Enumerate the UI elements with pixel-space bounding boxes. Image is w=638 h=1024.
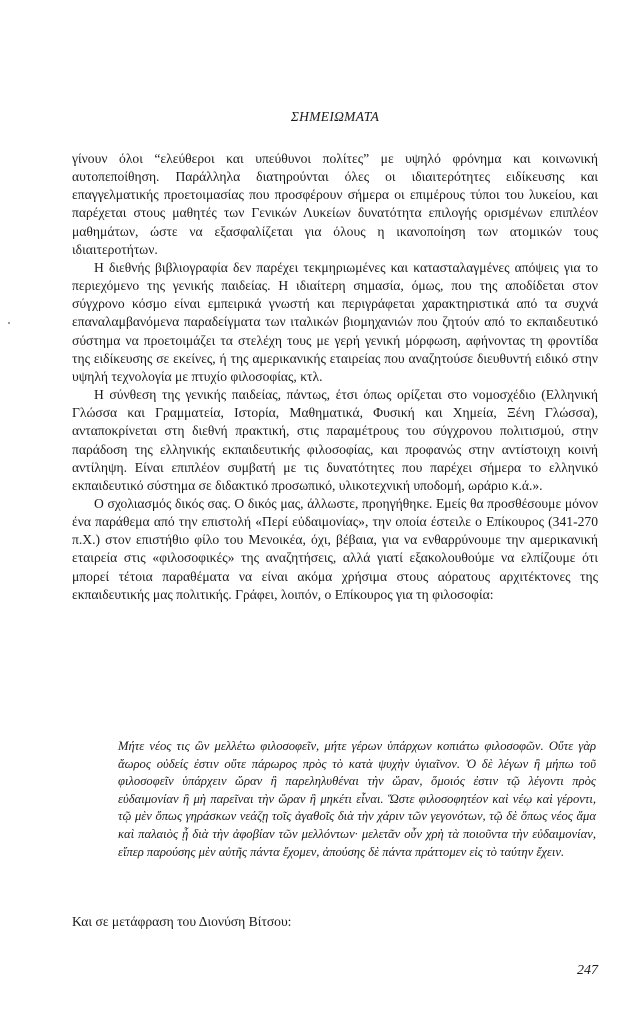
epicurus-quote: Μήτε νέος τις ὢν μελλέτω φιλοσοφεῖν, μήτε γέρων ὑπάρχων κοπιάτω φιλοσοφῶν. Οὔτε γὰρ ἄωρος οὐδείς ἐστιν οὔτε πάρωρος πρὸς τὸ κατὰ ψυχὴν ὑγιαῖνον. Ὁ δὲ λέγων ἢ μήπω τοῦ φιλοσοφεῖν ὑπάρχειν ὥραν ἢ παρεληλυθέναι τὴν ὥραν, ὅμοιός ἐστιν τῷ λέγοντι πρὸς εὐδαιμονίαν ἢ μὴ παρεῖναι τὴν ὥραν ἢ μηκέτι εἶναι. Ὥστε φιλοσοφητέον καὶ νέῳ καὶ γέροντι, τῷ μὲν ὅπως γηράσκων νεάζῃ τοῖς ἀγαθοῖς διὰ τὴν χάριν τῶν γεγονότων, τῷ δὲ ὅπως νέος ἅμα καὶ παλαιὸς ᾖ διὰ τὴν ἀφοβίαν τῶν μελλόντων· μελετᾶν οὖν χρὴ τὰ ποιοῦντα τὴν εὐδαιμονίαν, εἴπερ παρούσης μὲν αὐτῆς πάντα ἔχομεν, ἀπούσης δὲ πάντα πράττομεν εἰς τὸ ταύτην ἔχειν. bbox=[118, 739, 596, 859]
paragraph-1: γίνουν όλοι “ελεύθεροι και υπεύθυνοι πολίτες” με υψηλό φρόνημα και κοινωνική αυτοπεποίθηση. Παράλληλα διατηρούνται όλες οι ιδιαιτερότητες ειδίκευσης και επαγγελματικής προετοιμασίας που προσφέρουν σήμερα οι επιμέρους τύποι του λυκείου, και παρέχεται στους μαθητές των Γενικών Λυκείων δυνατότητα επιλογής ορισμένων επιπλέον μαθημάτων, ώστε να εξασφαλίζεται για όλους η ικανοποίηση των ατομικών τους ιδιαιτεροτήτων. bbox=[72, 151, 598, 257]
paragraph-3: Η σύνθεση της γενικής παιδείας, πάντως, έτσι όπως ορίζεται στο νομοσχέδιο (Ελληνική Γλώσσα και Γραμματεία, Ιστορία, Μαθηματικά, Φυσική και Χημεία, Ξένη Γλώσσα), ανταποκρίνεται στη διεθνή πρακτική, στις παραμέτρους του σύγχρονου πολιτισμού, στην παράδοση της ελληνικής εκπαιδευτικής φιλοσοφίας, και προφανώς στην αντίστοιχη κοινή αντίληψη. Είναι επιπλέον συμβατή με τις δυνατότητες που παρέχει σήμερα το ελληνικό εκπαιδευτικό σύστημα σε διδακτικό προσωπικό, υλικοτεχνική υποδομή, ωράριο κ.ά.». bbox=[72, 387, 598, 493]
page-number: 247 bbox=[577, 963, 598, 978]
body-text bbox=[72, 150, 598, 604]
scan-speck bbox=[8, 322, 10, 324]
running-header: ΣΗΜΕΙΩΜΑΤΑ bbox=[290, 109, 380, 124]
closing-line: Και σε μετάφραση του Διονύση Βίτσου: bbox=[72, 914, 292, 929]
page-content bbox=[72, 0, 598, 1024]
paragraph-4: Ο σχολιασμός δικός σας. Ο δικός μας, άλλωστε, προηγήθηκε. Εμείς θα προσθέσουμε μόνον ένα παράθεμα από την επιστολή «Περί εὐδαιμονίας», την οποία έστειλε ο Επίκουρος (341-270 π.Χ.) στον επιστήθιο φίλο του Μενοικέα, όχι, βέβαια, για να ενθαρρύνουμε την αμερικανική εταιρεία στις «φιλοσοφικές» της αναζητήσεις, αλλά γιατί εξακολουθούμε να ελπίζουμε ότι μπορεί τέτοια παραθέματα να είναι ακόμα χρήσιμα στους αόρατους αρχιτέκτονες της εκπαιδευτικής μας πολιτικής. Γράφει, λοιπόν, ο Επίκουρος για τη φιλοσοφία: bbox=[72, 495, 598, 602]
paragraph-2: Η διεθνής βιβλιογραφία δεν παρέχει τεκμηριωμένες και κατασταλαγμένες απόψεις για το περιεχόμενο της γενικής παιδείας. Η ιδιαίτερη σημασία, όμως, που της αποδίδεται στον σύγχρονο κόσμο είναι εμπειρικά γνωστή και περιγράφεται χαρακτηριστικά από τα συχνά επαναλαμβανόμενα παραδείγματα των ιταλικών βιομηχανιών που ζητούν από το εκπαιδευτικό σύστημα να προετοιμάζει τα στελέχη τους με γερή γενική μόρφωση, αφήνοντας τη φροντίδα της ειδίκευσης σε εκείνες, ή της αμερικανικής εταιρείας που αναζητούσε διευθυντή ειδικό στην υψηλή τεχνολογία με πτυχίο φιλοσοφίας, κτλ. bbox=[72, 259, 598, 384]
